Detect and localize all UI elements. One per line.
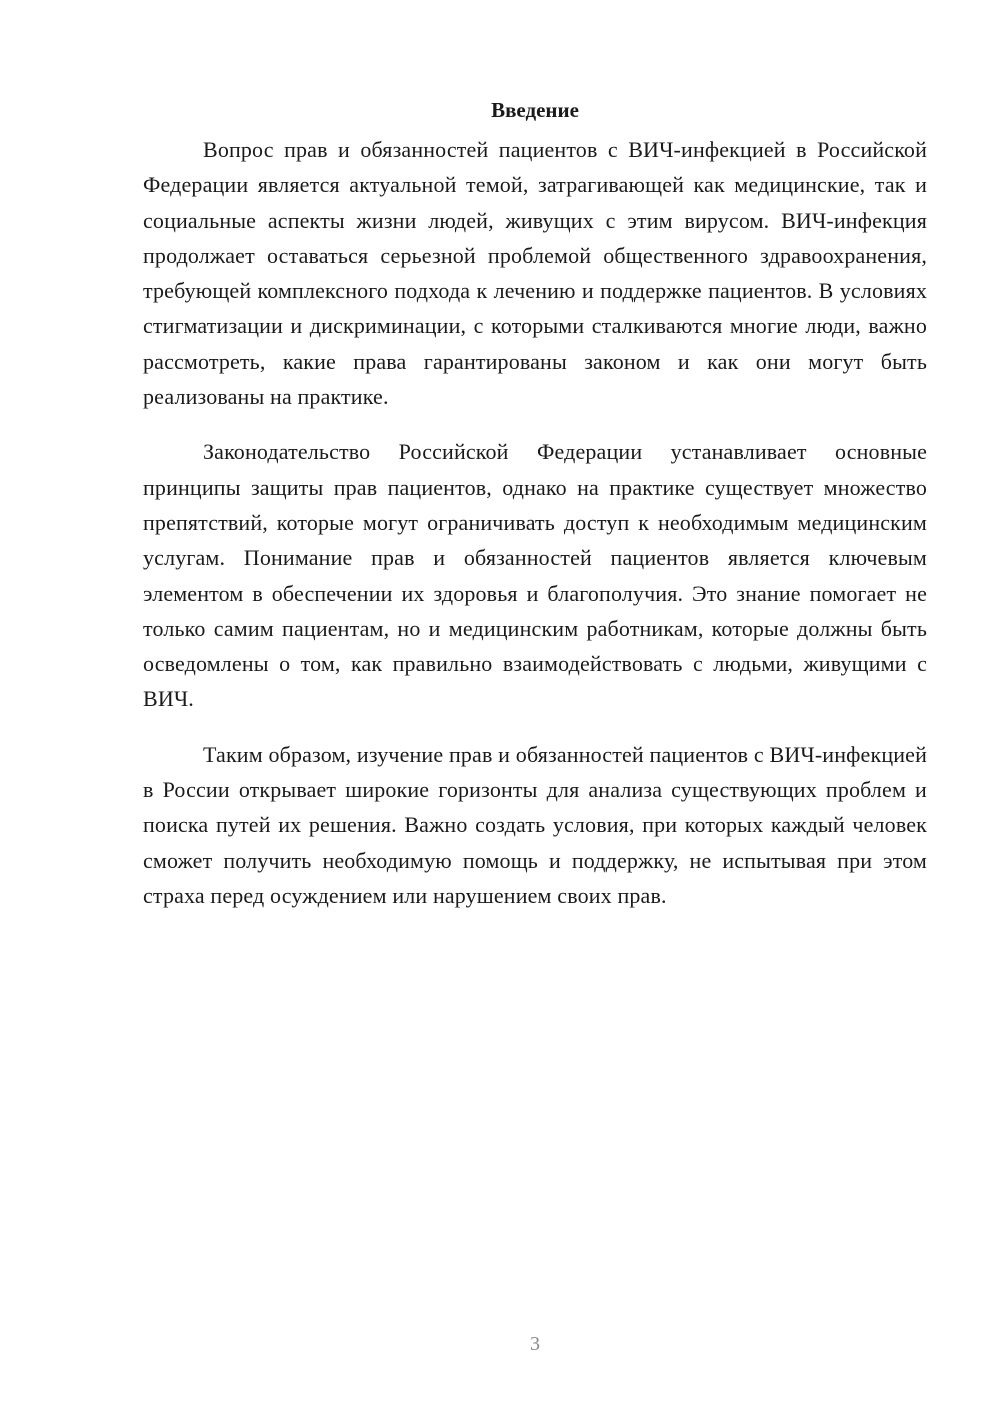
document-body [143, 93, 927, 933]
paragraph-intro: Вопрос прав и обязанностей пациентов с ВИЧ-инфекцией в Российской Федерации является актуальной темой, затрагивающей как медицинские, так и социальные аспекты жизни людей, живущих с этим вирусом. ВИЧ-инфекция продолжает оставаться серьезной проблемой общественного здравоохранения, требующей комплексного подхода к лечению и поддержке пациентов. В условиях стигматизации и дискриминации, с которыми сталкиваются многие люди, важно рассмотреть, какие права гарантированы законом и как они могут быть реализованы на практике. [143, 137, 927, 410]
paragraph-legislation: Законодательство Российской Федерации устанавливает основные принципы защиты прав пациентов, однако на практике существует множество препятствий, которые могут ограничивать доступ к необходимым медицинским услугам. Понимание прав и обязанностей пациентов является ключевым элементом в обеспечении их здоровья и благополучия. Это знание помогает не только самим пациентам, но и медицинским работникам, которые должны быть осведомлены о том, как правильно взаимодействовать с людьми, живущими с ВИЧ. [143, 439, 927, 712]
section-heading: Введение [491, 98, 579, 122]
page-number: 3 [530, 1333, 540, 1355]
paragraph-conclusion: Таким образом, изучение прав и обязанностей пациентов с ВИЧ-инфекцией в России открывает широкие горизонты для анализа существующих проблем и поиска путей их решения. Важно создать условия, при которых каждый человек сможет получить необходимую помощь и поддержку, не испытывая при этом страха перед осуждением или нарушением своих прав. [143, 741, 927, 908]
